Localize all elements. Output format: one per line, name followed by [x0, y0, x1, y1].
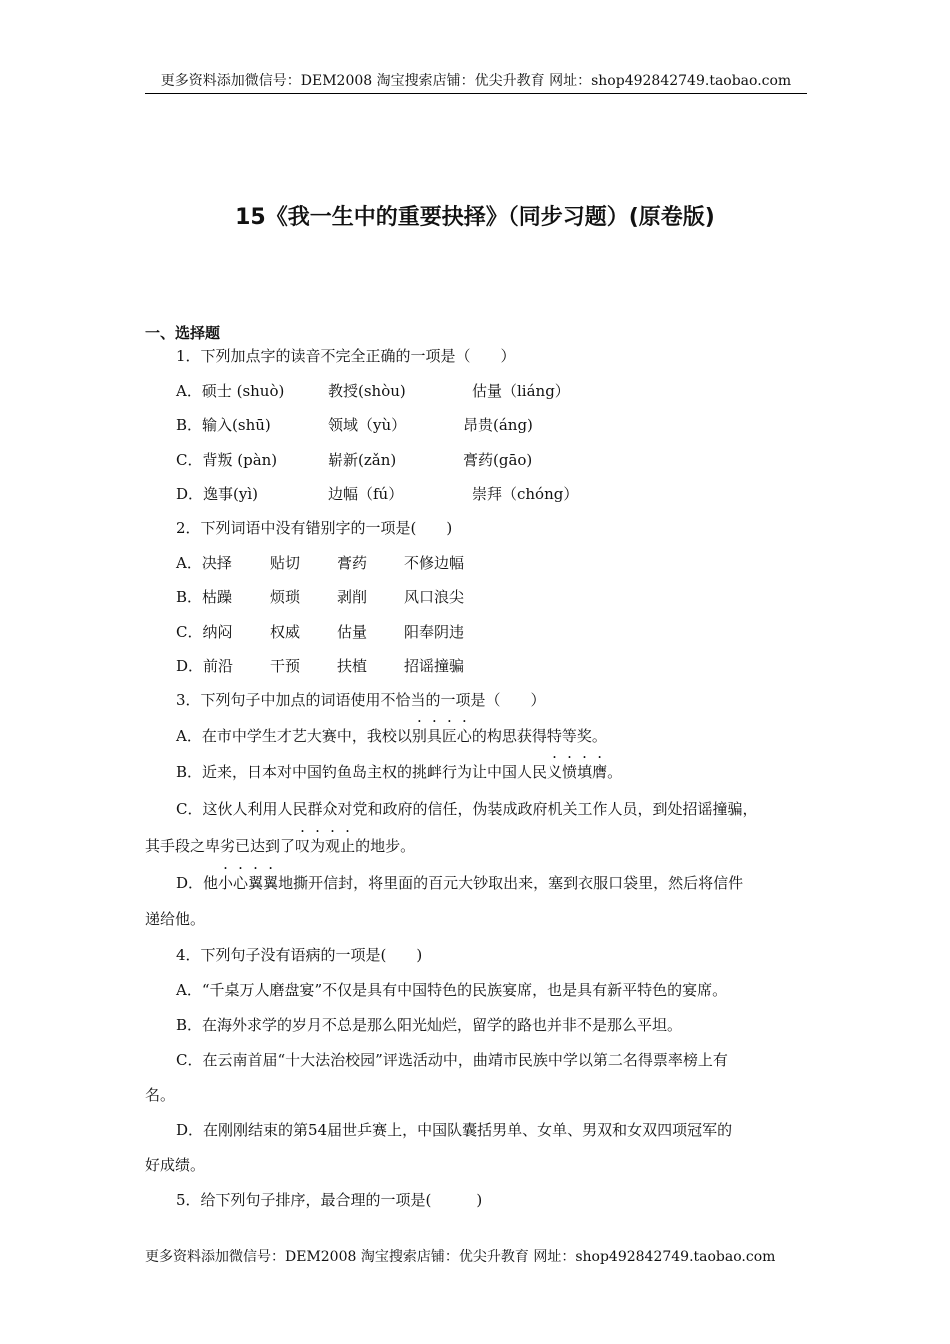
footer-url: shop492842749.taobao.com	[575, 1249, 776, 1265]
q3-option-c-line1: C．这伙人利用人民群众对党和政府的信任，伪装成政府机关工作人员，到处招谣撞骗，	[176, 800, 758, 818]
q2-option-c-1: C．纳闷	[176, 623, 233, 641]
q1-option-a-1: A．硕士 (shuò)	[176, 382, 285, 400]
q3-option-b-pre: B．近来，日本对中国钓鱼岛主权的挑衅行为让中国人民	[176, 763, 548, 781]
q3-option-d-line2: 递给他。	[145, 910, 206, 928]
q5-stem: 5．给下列句子排序，最合理的一项是( )	[176, 1191, 483, 1209]
q1-option-b-3: 昂贵(áng)	[463, 416, 533, 434]
q3-option-a-post: 的构思获得特等奖。	[471, 727, 607, 745]
q2-option-a-3: 膏药	[337, 554, 368, 572]
q2-option-c-2: 权威	[270, 623, 301, 641]
dotted-char: 翼	[263, 874, 279, 892]
q1-option-a-3: 估量（liáng）	[472, 382, 570, 400]
q3-option-c-post: 的地步。	[355, 837, 416, 855]
page-header	[145, 70, 807, 94]
q2-option-a-1: A．决择	[176, 554, 232, 572]
dotted-char: 具	[426, 727, 442, 745]
footer-wechat-id: DEM2008	[285, 1249, 357, 1265]
q2-option-d-3: 扶植	[337, 657, 368, 675]
dotted-char: 翼	[248, 874, 264, 892]
dotted-char: 匠	[441, 727, 457, 745]
q3-option-d-line1	[176, 873, 743, 893]
q2-option-d-2: 干预	[270, 657, 301, 675]
page-footer	[145, 1246, 807, 1266]
q2-option-d-4: 招谣撞骗	[404, 657, 465, 675]
q3-option-b-post: 。	[607, 763, 623, 781]
q4-option-b: B．在海外求学的岁月不总是那么阳光灿烂，留学的路也并非不是那么平坦。	[176, 1016, 683, 1034]
q1-option-c-1: C．背叛 (pàn)	[176, 451, 278, 469]
q4-option-c-line1: C．在云南首届“十大法治校园”评选活动中，曲靖市民族中学以第二名得票率榜上有	[176, 1051, 728, 1069]
header-text-a: 更多资料添加微信号：	[160, 73, 301, 89]
q1-option-c-2: 崭新(zǎn)	[328, 451, 397, 469]
dotted-char: 心	[233, 874, 249, 892]
q3-option-c-line2	[145, 836, 415, 856]
q3-option-d-dotted	[218, 874, 278, 892]
section-heading: 一、选择题	[145, 324, 221, 342]
q2-option-b-3: 剥削	[337, 588, 368, 606]
q1-option-b-1: B．输入(shū)	[176, 416, 271, 434]
q1-option-d-2: 边幅（fú）	[328, 485, 404, 503]
dotted-char: 膺	[592, 763, 608, 781]
q4-option-d-line2: 好成绩。	[145, 1156, 206, 1174]
q3-option-d-pre: D．他	[176, 874, 219, 892]
dotted-char: 小	[218, 874, 234, 892]
dotted-char: 愤	[562, 763, 578, 781]
q2-option-a-4: 不修边幅	[404, 554, 465, 572]
q3-option-b-dotted	[547, 763, 607, 781]
header-wechat-id: DEM2008	[300, 73, 373, 89]
q2-option-c-3: 估量	[337, 623, 368, 641]
q4-option-a: A．“千桌万人磨盘宴”不仅是具有中国特色的民族宴席，也是具有新平特色的宴席。	[176, 981, 728, 999]
q3-option-a-dotted	[412, 727, 472, 745]
q2-stem: 2．下列词语中没有错别字的一项是( )	[176, 519, 453, 537]
dotted-char: 叹	[295, 837, 311, 855]
dotted-char: 止	[340, 837, 356, 855]
dotted-char: 填	[577, 763, 593, 781]
q3-option-c-pre: 其手段之卑劣已达到了	[145, 837, 296, 855]
q2-option-d-1: D．前沿	[176, 657, 234, 675]
dotted-char: 观	[325, 837, 341, 855]
dotted-char: 为	[310, 837, 326, 855]
q2-option-c-4: 阳奉阴违	[404, 623, 465, 641]
q3-option-d-post: 地撕开信封，将里面的百元大钞取出来，塞到衣服口袋里，然后将信件	[278, 874, 744, 892]
footer-text-c: 淘宝搜索店铺：优尖升教育 网址：	[356, 1249, 576, 1265]
page-title: 15《我一生中的重要抉择》（同步习题）(原卷版)	[235, 205, 715, 230]
q4-option-c-line2: 名。	[145, 1086, 176, 1104]
dotted-char: 别	[411, 727, 427, 745]
q1-option-d-3: 崇拜（chóng）	[472, 485, 579, 503]
dotted-char: 心	[456, 727, 472, 745]
q2-option-b-1: B．枯躁	[176, 588, 233, 606]
q4-stem: 4．下列句子没有语病的一项是( )	[176, 946, 423, 964]
q4-option-d-line1: D．在刚刚结束的第54届世乒赛上，中国队囊括男单、女单、男双和女双四项冠军的	[176, 1121, 733, 1139]
q1-option-d-1: D．逸事(yì)	[176, 485, 259, 503]
q1-option-b-2: 领域（yù）	[328, 416, 407, 434]
header-url: shop492842749.taobao.com	[591, 73, 792, 89]
q1-option-a-2: 教授(shòu)	[328, 382, 406, 400]
q3-option-a	[176, 726, 607, 746]
dotted-char: 义	[547, 763, 563, 781]
q2-option-b-4: 风口浪尖	[404, 588, 465, 606]
q3-option-b	[176, 762, 622, 782]
header-text-c: 淘宝搜索店铺：优尖升教育 网址：	[372, 73, 592, 89]
q2-option-b-2: 烦琐	[270, 588, 301, 606]
footer-text-a: 更多资料添加微信号：	[145, 1249, 285, 1265]
q1-option-c-3: 膏药(gāo)	[463, 451, 533, 469]
q2-option-a-2: 贴切	[270, 554, 301, 572]
q3-option-c-dotted	[295, 837, 355, 855]
q3-option-a-pre: A．在市中学生才艺大赛中，我校以	[176, 727, 412, 745]
q3-stem: 3．下列句子中加点的词语使用不恰当的一项是（ ）	[176, 691, 546, 709]
q1-stem: 1．下列加点字的读音不完全正确的一项是（ ）	[176, 347, 516, 365]
